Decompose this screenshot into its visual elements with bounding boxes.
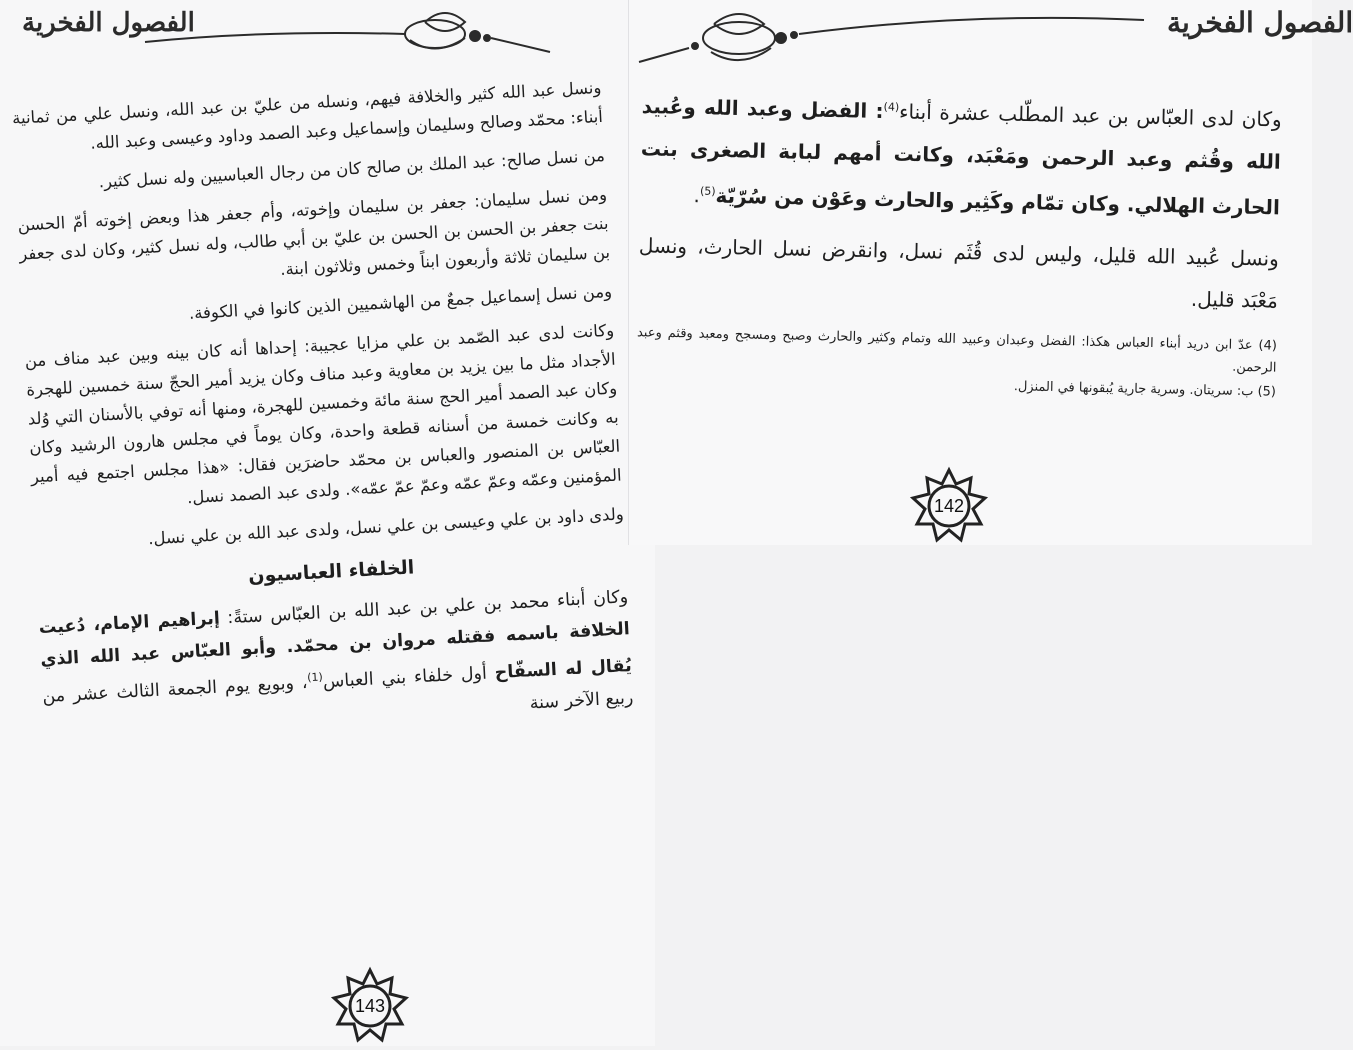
right-page-body xyxy=(636,81,1282,406)
body-paragraph: ونسل عبد الله كثير والخلافة فيهم، ونسله من عليّ بن عبد الله، ونسل علي من ثمانية أبناء: محمّد وصالح وسليمان وإسماعيل وعبد الصمد وداود وعيسى وعبد الله. xyxy=(11,78,604,153)
right-page-header xyxy=(629,0,1353,60)
para-end: . xyxy=(693,182,701,207)
page-number: 143 xyxy=(354,995,386,1016)
footnote-marker: (1) xyxy=(306,670,324,685)
body-paragraph: ومن نسل إسماعيل جمعٌ من الهاشميين الذين كانوا في الكوفة. xyxy=(188,281,613,323)
running-title: الفصول الفخرية xyxy=(22,8,195,38)
body-paragraph: ونسل عُبيد الله قليل، وليس لدى قُثَم نسل، وانقرض نسل الحارث، ونسل مَعْبَد قليل. xyxy=(638,233,1279,314)
closing-text-intro: وكان أبناء محمد بن علي بن عبد الله بن العبّاس ستةً: xyxy=(219,587,629,629)
closing-text-end: ، وبويع يوم الجمعة الثالث عشر من ربيع الآخر سنة xyxy=(41,673,634,714)
body-paragraph: ولدى داود بن علي وعيسى بن علي نسل، ولدى عبد الله بن علي نسل. xyxy=(147,504,625,549)
body-paragraph: من نسل صالح: عبد الملك بن صالح كان من رجال العباسيين وله نسل كثير. xyxy=(98,145,606,192)
section-heading: الخلفاء العباسيون xyxy=(247,556,415,588)
footnote: (4) عدّ ابن دريد أبناء العباس هكذا: الفضل وعبدان وعبيد الله وتمام وكثير والحارث وصبح ومسجح ومعبد وقثم وعبد الرحمن. xyxy=(636,325,1278,376)
footnotes xyxy=(636,323,1277,404)
right-page xyxy=(628,0,1353,545)
body-paragraph: ومن نسل سليمان: جعفر بن سليمان وإخوته، وأم جعفر هذا وبعض إخوته أمّ الحسن بنت جعفر بن الحسن بن الحسن بن عليّ بن أبي طالب، وله نسل كثير، وكان لدى جعفر بن سليمان ثلاثة وأربعون ابناً وخمس وثلاثون ابنة. xyxy=(17,184,611,280)
para-bold: : الفضل وعبد الله وعُبيد الله وقُثم وعبد الرحمن ومَعْبَد، وكانت أمهم لبابة الصغرى بنت الحارث الهلالي. وكان تمّام وكَثِير والحارث وعَوْن من سُرّيّة xyxy=(640,93,1282,220)
running-title: الفصول الفخرية xyxy=(1167,6,1353,39)
ornament-divider-icon xyxy=(629,0,1149,70)
left-page-header xyxy=(0,0,560,60)
page-number: 142 xyxy=(933,495,965,516)
page-number-badge xyxy=(330,966,410,1046)
left-page-body xyxy=(11,73,634,755)
footnote-marker: (5) xyxy=(699,184,716,198)
closing-text-bold: إبراهيم الإمام، دُعيت الخلافة باسمه فقتله مروان بن محمّد. وأبو العبّاس عبد الله الذي يُقال له السفّاح xyxy=(38,608,633,684)
page-number-badge xyxy=(909,466,989,546)
body-paragraph: وكانت لدى عبد الصّمد بن علي مزايا عجيبة: إحداها أنه كان بينه وبين عبد مناف من الأجداد مثل ما بين يزيد بن معاوية وعبد مناف وكان يزيد أمير الحجّ سنة خمسين للهجرة وكان عبد الصمد أمير الحج سنة مائة وخمسين للهجرة، ومنها أنه توفي بالأسنان التي وُلد به وكانت خمسة من أسنانه قطعة واحدة، وكان يوماً في مجلس هارون الرشيد وكان العبّاس بن المنصور والعباس بن محمّد حاضرَين فقال: «هذا مجلس اجتمع فيه أمير المؤمنين وعمّه وعمّ عمّه وعمّ عمّ عمّه». ولدى عبد الصمد نسل. xyxy=(24,320,623,508)
closing-text-mid: أول خلفاء بني العباس xyxy=(322,663,496,693)
para-intro: وكان لدى العبّاس بن عبد المطّلب عشرة أبناء xyxy=(898,99,1282,132)
left-page xyxy=(0,0,655,1046)
footnote-marker: (4) xyxy=(883,100,900,114)
footnote: (5) ب: سريتان. وسرية جارية يُبقونها في المنزل. xyxy=(1013,379,1277,400)
ornament-divider-icon xyxy=(135,0,555,60)
body-paragraph xyxy=(640,81,1283,228)
closing-paragraph xyxy=(38,581,634,745)
